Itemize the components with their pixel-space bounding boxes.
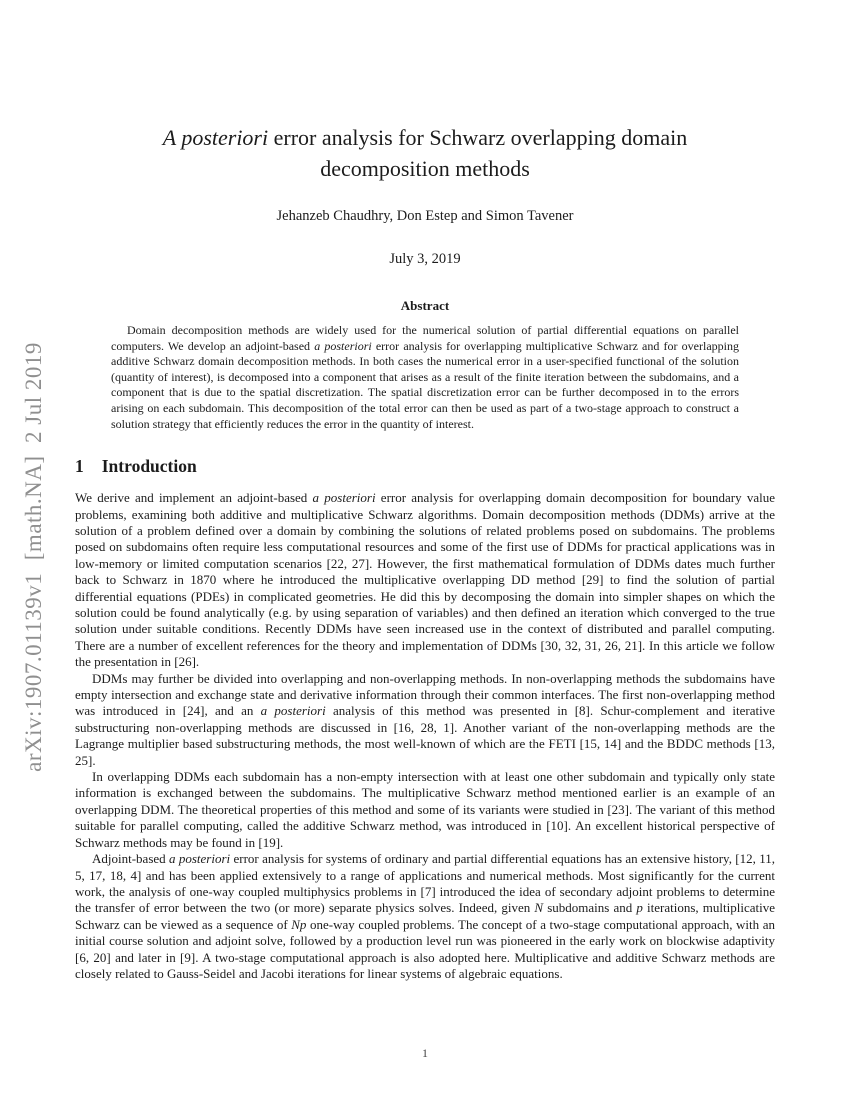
arxiv-watermark: arXiv:1907.01139v1 [math.NA] 2 Jul 2019 bbox=[21, 342, 46, 772]
paragraph: We derive and implement an adjoint-based a posteriori error analysis for overlapping domain decomposition for boundary value problems, examining both additive and multiplicative Schwarz algorithms. Domain decomposition methods (DDMs) arrive at the solution of a problem defined over a domain by combining the solutions of related problems posed on subdomains. The problems posed on subdomains often require less computational resources and some of the first use of DDMs for practical applications was in low-memory or limited computation scenarios [22, 27]. However, the first mathematical formulation of DDMs dates much further back to Schwarz in 1870 where he introduced the multiplicative overlapping DD method [29] to find the solution of partial differential equations (PDEs) in complicated geometries. He did this by decomposing the domain into simpler shapes on which the solution could be found analytically (e.g. by using separation of variables) and then defined an iteration which converged to the true solution under suitable conditions. Recently DDMs have seen increased use in the context of distributed and parallel computing. There are a number of excellent references for the theory and implementation of DDMs [30, 32, 31, 26, 21]. In this article we follow the presentation in [26]. bbox=[75, 490, 775, 670]
section-title: Introduction bbox=[101, 456, 197, 477]
paragraph: DDMs may further be divided into overlapping and non-overlapping methods. In non-overlapping methods the subdomains have empty intersection and exchange state and derivative information through their common interfaces. The first non-overlapping method was introduced in [24], and an a posteriori analysis of this method was presented in [8]. Schur-complement and iterative substructuring non-overlapping methods are discussed in [16, 28, 1]. Another variant of the non-overlapping methods are the Lagrange multiplier based substructuring methods, the most well-known of which are the FETI [15, 14] and the BDDC methods [13, 25]. bbox=[75, 670, 775, 768]
abstract-text: Domain decomposition methods are widely used for the numerical solution of partial differential equations on parallel computers. We develop an adjoint-based a posteriori error analysis for overlapping multiplicative Schwarz and for overlapping additive Schwarz domain decomposition methods. In both cases the numerical error in a user-specified functional of the solution (quantity of interest), is decomposed into a component that arises as a result of the finite iteration between the subdomains, and a component that is due to the spatial discretization. The spatial discretization error can be further decomposed in to the errors arising on each subdomain. This decomposition of the total error can then be used as part of a two-stage approach to construct a solution strategy that efficiently reduces the error in the quantity of interest. bbox=[111, 323, 739, 431]
paragraph: Adjoint-based a posteriori error analysis for systems of ordinary and partial differential equations has an extensive history, [12, 11, 5, 17, 18, 4] and has been applied extensively to a range of applications and numerical methods. Most significantly for the current work, the analysis of one-way coupled multiphysics problems in [7] introduced the idea of secondary adjoint problems to determine the transfer of error between the two (or more) separate physics solves. Indeed, given N subdomains and p iterations, multiplicative Schwarz can be viewed as a sequence of Np one-way coupled problems. The concept of a two-stage computational approach, with an initial course solution and adjoint solve, followed by a production level run was pioneered in the early work on blockwise adaptivity [6, 20] and later in [9]. A two-stage computational approach is also adopted here. Multiplicative and additive Schwarz methods are closely related to Gauss-Seidel and Jacobi iterations for linear systems of algebraic equations. bbox=[75, 851, 775, 981]
paper-title: A posteriori error analysis for Schwarz overlapping domain decomposition methods bbox=[162, 125, 688, 181]
abstract-heading: Abstract bbox=[400, 298, 450, 313]
page-number: 1 bbox=[422, 1046, 428, 1060]
section-body bbox=[75, 490, 775, 982]
paper-date: July 3, 2019 bbox=[389, 251, 461, 267]
section-heading bbox=[75, 456, 850, 477]
paper-authors: Jehanzeb Chaudhry, Don Estep and Simon Tavener bbox=[276, 208, 574, 224]
paragraph: In overlapping DDMs each subdomain has a non-empty intersection with at least one other subdomain and typically only state information is exchanged between the subdomains. The multiplicative Schwarz method mentioned earlier is an example of an overlapping DDM. The theoretical properties of this method and some of its variants were studied in [23]. The variant of this method suitable for parallel computing, called the additive Schwarz method, was introduced in [10]. An excellent historical perspective of Schwarz methods may be found in [19]. bbox=[75, 769, 775, 850]
section-number: 1 bbox=[75, 456, 84, 477]
